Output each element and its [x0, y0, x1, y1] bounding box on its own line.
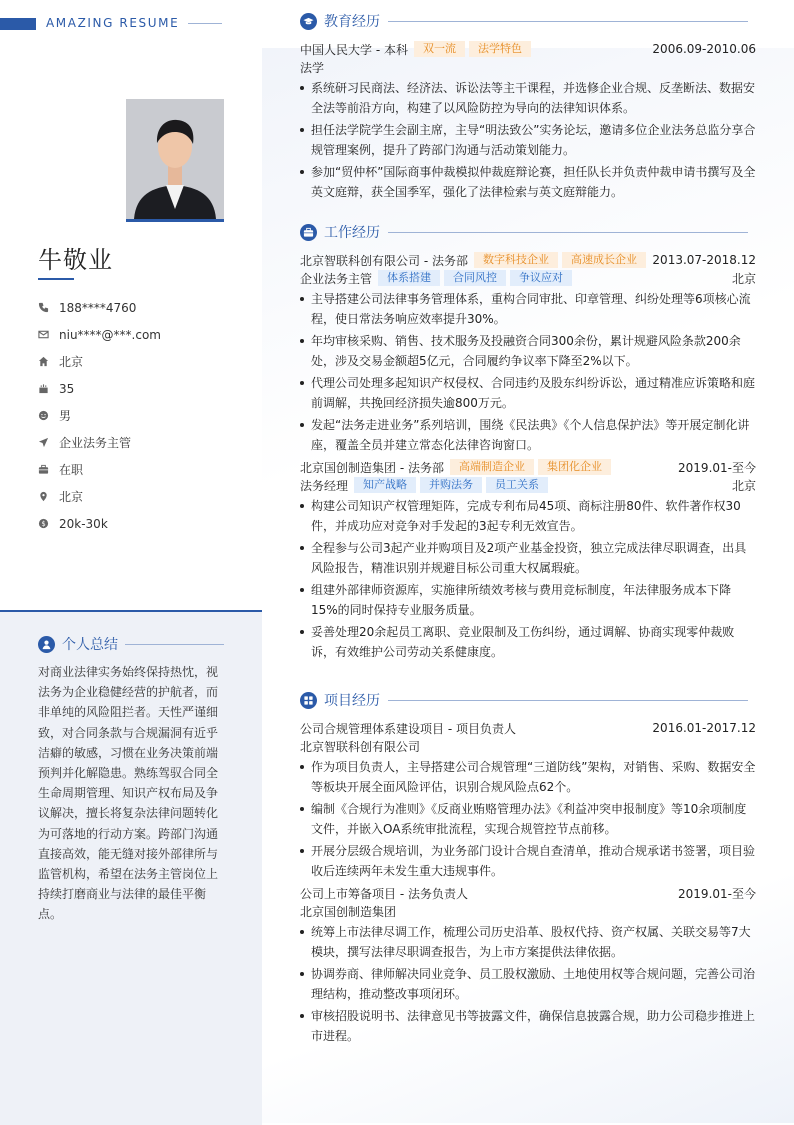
summary-heading	[38, 634, 224, 654]
list-item: 构建公司知识产权管理矩阵，完成专利布局45项、商标注册80件、软件著作权30件，并成功应对竞争对手发起的3起专利无效宣告。	[300, 496, 756, 536]
info-text: 188****4760	[59, 300, 137, 315]
svg-text:$: $	[41, 519, 46, 528]
school-tag: 双一流	[414, 41, 465, 57]
project-org: 北京国创制造集团	[300, 904, 397, 919]
graduation-cap-icon	[300, 13, 317, 30]
work-city: 北京	[731, 478, 756, 493]
person-avatar-icon	[126, 99, 224, 219]
list-item: 发起“法务走进业务”系列培训，围绕《民法典》《个人信息保护法》等开展定制化讲座，覆盖全员并建立常态化法律咨询窗口。	[300, 415, 756, 455]
mail-icon	[38, 329, 49, 340]
info-location	[38, 483, 248, 510]
education-header-row	[300, 40, 756, 58]
brand-divider	[188, 23, 222, 24]
list-item: 作为项目负责人，主导搭建公司合规管理“三道防线”架构，对销售、采购、数据安全等板块开展全面风险评估，识别合规风险点62个。	[300, 757, 756, 797]
major: 法学	[300, 60, 325, 75]
role-title: 企业法务主管	[300, 271, 373, 286]
work-period: 2013.07-2018.12	[652, 253, 756, 267]
personal-info-list	[38, 294, 248, 537]
project-period: 2019.01-至今	[678, 886, 756, 901]
project-org: 北京智联科创有限公司	[300, 739, 421, 754]
list-item: 代理公司处理多起知识产权侵权、合同违约及股东纠纷诉讼，通过精准应诉策略和庭前调解，共挽回经济损失逾800万元。	[300, 373, 756, 413]
info-text: 北京	[59, 355, 84, 369]
list-item: 组建外部律师资源库，实施律所绩效考核与费用竞标制度，年法律服务成本下降15%的同时保持专业服务质量。	[300, 580, 756, 620]
role-row	[300, 476, 756, 494]
send-icon	[38, 437, 49, 448]
major-row	[300, 58, 756, 76]
role-tag: 并购法务	[420, 477, 482, 493]
role-tag: 合同风控	[444, 270, 506, 286]
name-underline	[38, 278, 74, 280]
list-item: 审核招股说明书、法律意见书等披露文件，确保信息披露合规，助力公司稳步推进上市进程。	[300, 1006, 756, 1046]
education-heading	[300, 11, 756, 31]
role-tag: 知产战略	[354, 477, 416, 493]
grid-icon	[300, 692, 317, 709]
list-item: 妥善处理20余起员工离职、竞业限制及工伤纠纷，通过调解、协商实现零仲裁败诉，有效维护公司劳动关系健康度。	[300, 622, 756, 662]
project-org-row	[300, 902, 756, 920]
summary-text: 对商业法律实务始终保持热忱，视法务为企业稳健经营的护航者，而非单纯的风险阻拦者。天性严谨细致，对合同条款与合规漏洞有近乎洁癖的敏感，习惯在业务决策前端预判并化解隐患。熟练驾驭合同全生命周期管理、知识产权布局及争议解决，擅长将复杂法律问题转化为可落地的行动方案。跨部门沟通直接高效，能无缝对接外部律所与监管机构，希望在法务主管岗位上持续打磨商业与法律的最佳平衡点。	[38, 665, 219, 922]
info-target-position	[38, 429, 248, 456]
role-title: 法务经理	[300, 478, 349, 493]
info-text: 在职	[59, 463, 84, 477]
role-tag: 体系搭建	[378, 270, 440, 286]
projects-divider	[388, 700, 748, 701]
projects-title: 项目经历	[324, 693, 380, 709]
project-name: 公司上市筹备项目 - 法务负责人	[300, 886, 468, 901]
education-section	[300, 11, 756, 202]
work-divider	[388, 232, 748, 233]
company-tag: 高端制造企业	[450, 459, 534, 475]
projects-section	[300, 690, 756, 1046]
project-period: 2016.01-2017.12	[652, 721, 756, 735]
list-item: 年均审核采购、销售、技术服务及投融资合同300余份，累计规避风险条款200余处，涉及交易金额超5亿元，合同履约争议率下降至2%以下。	[300, 331, 756, 371]
info-text: 男	[59, 409, 72, 423]
work-title: 工作经历	[324, 225, 380, 241]
list-item: 全程参与公司3起产业并购项目及2项产业基金投资，独立完成法律尽职调查，出具风险报告，精准识别并规避目标公司重大权属瑕疵。	[300, 538, 756, 578]
education-period: 2006.09-2010.06	[652, 42, 756, 56]
role-tag: 员工关系	[486, 477, 548, 493]
info-salary	[38, 510, 248, 537]
info-status	[38, 456, 248, 483]
info-age	[38, 375, 248, 402]
list-item: 参加“贸仲杯”国际商事仲裁模拟仲裁庭辩论赛，担任队长并负责仲裁申请书撰写及全英文庭辩，获全国季军，强化了法律检索与英文庭辩能力。	[300, 162, 756, 202]
school-tag: 法学特色	[469, 41, 531, 57]
candidate-name: 牛敬业	[38, 246, 113, 274]
company-name: 北京国创制造集团 - 法务部	[300, 460, 444, 475]
info-text: 20k-30k	[59, 516, 108, 531]
info-home	[38, 348, 248, 375]
money-icon	[38, 518, 49, 529]
education-title: 教育经历	[324, 14, 380, 30]
phone-icon	[38, 302, 49, 313]
list-item: 开展分层级合规培训，为业务部门设计合规自查清单，推动合规承诺书签署，项目验收后连续两年未发生重大违规事件。	[300, 841, 756, 881]
company-name: 北京智联科创有限公司 - 法务部	[300, 253, 468, 268]
cake-icon	[38, 383, 49, 394]
list-item: 协调券商、律师解决同业竞争、员工股权激励、土地使用权等合规问题，完善公司治理结构，推动整改事项闭环。	[300, 964, 756, 1004]
project-org-row	[300, 737, 756, 755]
location-icon	[38, 491, 49, 502]
project-name: 公司合规管理体系建设项目 - 项目负责人	[300, 721, 516, 736]
face-icon	[38, 410, 49, 421]
company-row	[300, 458, 756, 476]
role-row	[300, 269, 756, 287]
info-phone	[38, 294, 248, 321]
summary-divider	[125, 644, 224, 645]
education-divider	[388, 21, 748, 22]
briefcase-icon	[38, 464, 49, 475]
info-text: 企业法务主管	[59, 436, 132, 450]
user-icon	[38, 636, 55, 653]
work-city: 北京	[731, 271, 756, 286]
company-row	[300, 251, 756, 269]
work-heading	[300, 222, 756, 242]
home-icon	[38, 356, 49, 367]
info-gender	[38, 402, 248, 429]
work-period: 2019.01-至今	[678, 460, 756, 475]
work-section	[300, 222, 756, 662]
info-text: 北京	[59, 490, 84, 504]
school-name: 中国人民大学 - 本科	[300, 42, 408, 57]
list-item: 主导搭建公司法律事务管理体系，重构合同审批、印章管理、纠纷处理等6项核心流程，使日常法务响应效率提升30%。	[300, 289, 756, 329]
summary-title: 个人总结	[62, 637, 118, 653]
info-email	[38, 321, 248, 348]
info-text: niu****@***.com	[59, 327, 161, 342]
brand-bar	[0, 18, 36, 30]
list-item: 担任法学院学生会副主席，主导“明法致公”实务论坛，邀请多位企业法务总监分享合规管理案例，提升了跨部门沟通与活动策划能力。	[300, 120, 756, 160]
company-tag: 数字科技企业	[474, 252, 558, 268]
company-tag: 高速成长企业	[562, 252, 646, 268]
briefcase-icon	[300, 224, 317, 241]
profile-photo	[126, 99, 224, 222]
role-tag: 争议应对	[510, 270, 572, 286]
list-item: 统筹上市法律尽调工作，梳理公司历史沿革、股权代持、资产权属、关联交易等7大模块，撰写法律尽职调查报告，为上市方案提供法律依据。	[300, 922, 756, 962]
list-item: 系统研习民商法、经济法、诉讼法等主干课程，并选修企业合规、反垄断法、数据安全法等前沿方向，构建了以风险防控为导向的法律知识体系。	[300, 78, 756, 118]
project-row	[300, 719, 756, 737]
list-item: 编制《合规行为准则》《反商业贿赂管理办法》《利益冲突申报制度》等10余项制度文件，并嵌入OA系统审批流程，实现合规管控节点前移。	[300, 799, 756, 839]
projects-heading	[300, 690, 756, 710]
company-tag: 集团化企业	[538, 459, 611, 475]
info-text: 35	[59, 381, 75, 396]
brand-title: AMAZING RESUME	[46, 16, 180, 30]
project-row	[300, 884, 756, 902]
